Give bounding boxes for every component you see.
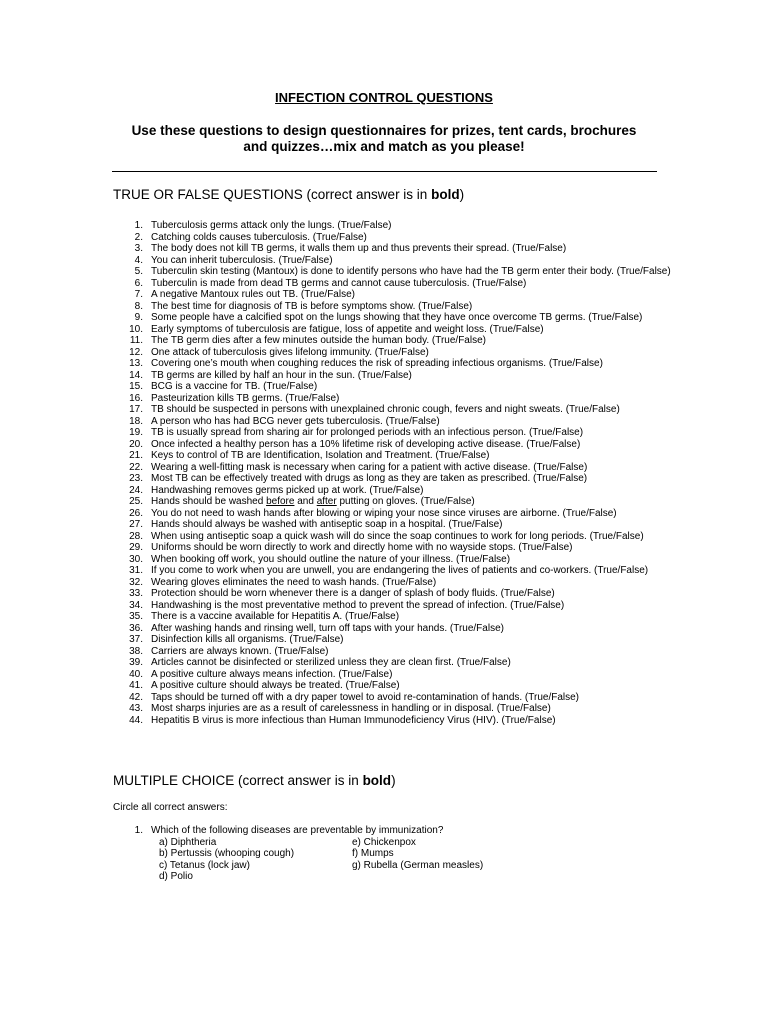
question-number: 2. [134,231,143,243]
true-false-heading [113,187,464,202]
question-number: 22. [129,461,143,473]
question-number: 17. [129,404,143,415]
question-item [113,646,673,658]
question-number: 7. [134,289,143,300]
question-text: Pasteurization kills TB germs. (True/False) [151,392,340,404]
question-number: 26. [129,507,143,519]
question-number: 5. [134,266,143,277]
question-item [113,715,673,727]
question-item [113,634,673,646]
question-number: 12. [129,346,143,358]
question-item [113,324,673,336]
question-item [113,669,673,681]
question-number: 18. [129,415,143,427]
question-item [113,439,673,451]
question-text: When using antiseptic soap a quick wash will do since the soap continues to work for long periods. (True/False) [151,530,644,542]
question-number: 31. [129,565,143,576]
question-text: BCG is a vaccine for TB. (True/False) [151,381,318,392]
multiple-choice-heading-prefix: MULTIPLE CHOICE (correct answer is in [113,773,363,788]
option-f: f) Mumps [352,848,394,859]
question-text: The best time for diagnosis of TB is before symptoms show. (True/False) [151,300,473,312]
question-text: Some people have a calcified spot on the lungs showing that they have once overcome TB germs. (True/False) [151,312,643,323]
option-row [159,871,673,883]
question-text: A person who has had BCG never gets tuberculosis. (True/False) [151,415,440,427]
question-item [113,680,673,692]
question-text: A negative Mantoux rules out TB. (True/False) [151,289,355,300]
option-b: b) Pertussis (whooping cough) [159,848,295,859]
answer-options [159,837,673,883]
question-text: A positive culture always means infection. (True/False) [151,668,393,680]
multiple-choice-heading-bold: bold [362,773,392,788]
page-subtitle [100,123,668,155]
question-number: 3. [134,243,143,254]
question-number: 9. [134,312,143,323]
question-number: 40. [129,668,143,680]
page-title: INFECTION CONTROL QUESTIONS [275,90,493,105]
question-item [113,243,673,255]
question-text: There is a vaccine available for Hepatitis A. (True/False) [151,611,400,622]
question-item [113,531,673,543]
question-number: 29. [129,542,143,553]
question-item [113,577,673,589]
question-number: 37. [129,634,143,645]
question-item [113,611,673,623]
question-item [113,588,673,600]
question-number: 25. [129,496,143,507]
question-number: 1. [134,220,143,231]
question-number: 44. [129,714,143,726]
option-e: e) Chickenpox [352,836,416,848]
question-item [113,232,673,244]
question-number: 33. [129,588,143,599]
option-row [159,837,673,849]
question-number: 30. [129,553,143,565]
question-item [113,312,673,324]
subtitle-line-1: Use these questions to design questionnaires for prizes, tent cards, brochures [131,123,637,138]
question-item [113,427,673,439]
question-text: Handwashing removes germs picked up at work. (True/False) [151,484,424,496]
question-text: Hands should be washed before and after putting on gloves. (True/False) [151,496,475,507]
question-number: 36. [129,622,143,634]
question-number: 39. [129,657,143,668]
option-row [159,860,673,872]
question-text: Catching colds causes tuberculosis. (True/False) [151,231,367,243]
question-number: 4. [134,254,143,266]
question-item [113,450,673,462]
question-text: Wearing a well-fitting mask is necessary when caring for a patient with active disease. (True/False) [151,461,588,473]
question-text: Early symptoms of tuberculosis are fatigue, loss of appetite and weight loss. (True/False) [151,323,544,335]
question-item [113,347,673,359]
question-text: Disinfection kills all organisms. (True/False) [151,634,344,645]
question-number: 43. [129,703,143,714]
question-item [113,370,673,382]
question-text: Most TB can be effectively treated with drugs as long as they are taken as prescribed. (True/False) [151,473,588,484]
question-item [113,473,673,485]
multiple-choice-instruction: Circle all correct answers: [113,802,228,813]
question-item [113,496,673,508]
question-number: 6. [134,277,143,289]
question-text: Wearing gloves eliminates the need to wash hands. (True/False) [151,576,437,588]
question-text: Tuberculin skin testing (Mantoux) is done to identify persons who have had the TB germ enter their body. (True/False) [151,266,671,277]
option-a: a) Diphtheria [159,836,217,848]
question-item [113,393,673,405]
question-item [113,565,673,577]
question-row [113,825,673,837]
question-number: 13. [129,358,143,369]
question-text: The body does not kill TB germs, it walls them up and thus prevents their spread. (True/False) [151,243,567,254]
question-number: 16. [129,392,143,404]
multiple-choice-heading-suffix: ) [391,773,396,788]
question-number: 35. [129,611,143,622]
question-item [113,301,673,313]
question-number: 14. [129,369,143,381]
question-text: Most sharps injuries are as a result of carelessness in handling or in disposal. (True/False) [151,703,551,714]
question-text: Taps should be turned off with a dry paper towel to avoid re-contamination of hands. (True/False) [151,691,580,703]
question-text: Hands should always be washed with antiseptic soap in a hospital. (True/False) [151,519,503,530]
question-item [113,266,673,278]
question-number: 23. [129,473,143,484]
question-number: 41. [129,680,143,691]
question-text: Carriers are always known. (True/False) [151,645,329,657]
question-text: Hepatitis B virus is more infectious than Human Immunodeficiency Virus (HIV). (True/False) [151,714,556,726]
question-number: 21. [129,450,143,461]
true-false-heading-prefix: TRUE OR FALSE QUESTIONS (correct answer is in [113,187,432,202]
question-text: A positive culture should always be treated. (True/False) [151,680,400,691]
question-item [113,289,673,301]
question-number: 8. [134,300,143,312]
question-number: 19. [129,427,143,438]
option-row [159,848,673,860]
question-text: You can inherit tuberculosis. (True/False) [151,254,333,266]
true-false-heading-suffix: ) [459,187,465,202]
true-false-heading-bold: bold [431,187,460,202]
question-number: 42. [129,691,143,703]
question-item [113,623,673,635]
horizontal-divider [112,171,657,172]
question-item [113,657,673,669]
question-item [113,508,673,520]
true-false-list [113,220,673,726]
question-text: When booking off work, you should outline the nature of your illness. (True/False) [151,553,511,565]
question-text: One attack of tuberculosis gives lifelong immunity. (True/False) [151,346,429,358]
option-c: c) Tetanus (lock jaw) [159,859,250,871]
question-text: After washing hands and rinsing well, turn off taps with your hands. (True/False) [151,622,504,634]
question-text: Protection should be worn whenever there is a danger of splash of body fluids. (True/False) [151,588,555,599]
option-d: d) Polio [159,871,193,882]
question-item [113,358,673,370]
question-text: TB should be suspected in persons with unexplained chronic cough, fevers and night sweats. (True/False) [151,404,620,415]
question-number: 34. [129,599,143,611]
question-text: TB is usually spread from sharing air for prolonged periods with an infectious person. (True/False) [151,427,584,438]
question-item [113,278,673,290]
question-item [113,255,673,267]
question-item [113,416,673,428]
question-text: Tuberculin is made from dead TB germs and cannot cause tuberculosis. (True/False) [151,277,527,289]
question-text: Articles cannot be disinfected or sterilized unless they are clean first. (True/False) [151,657,511,668]
question-text: Once infected a healthy person has a 10% lifetime risk of developing active disease. (True/False) [151,438,581,450]
question-item [113,519,673,531]
multiple-choice-heading [113,773,396,788]
subtitle-line-2: and quizzes…mix and match as you please! [243,139,525,154]
question-item [113,692,673,704]
question-item [113,600,673,612]
question-text: Tuberculosis germs attack only the lungs. (True/False) [151,220,392,231]
question-item [113,554,673,566]
multiple-choice-question [113,825,673,883]
question-number: 11. [129,335,143,346]
question-number: 38. [129,645,143,657]
question-item [113,703,673,715]
question-text: Keys to control of TB are Identification, Isolation and Treatment. (True/False) [151,450,490,461]
question-text: Uniforms should be worn directly to work and directly home with no wayside stops. (True/False) [151,542,573,553]
question-text: Handwashing is the most preventative method to prevent the spread of infection. (True/False) [151,599,565,611]
question-number: 1. [134,825,143,836]
question-number: 32. [129,576,143,588]
question-number: 15. [129,381,143,392]
question-text: The TB germ dies after a few minutes outside the human body. (True/False) [151,335,486,346]
question-item [113,381,673,393]
question-item [113,462,673,474]
question-item [113,404,673,416]
question-number: 20. [129,438,143,450]
question-number: 24. [129,484,143,496]
question-item [113,335,673,347]
question-text: You do not need to wash hands after blowing or wiping your nose since viruses are airborne. (True/False) [151,507,617,519]
question-text: TB germs are killed by half an hour in the sun. (True/False) [151,369,412,381]
question-number: 10. [129,323,143,335]
question-text: Which of the following diseases are preventable by immunization? [151,825,444,836]
question-text: Covering one’s mouth when coughing reduces the risk of spreading infectious organisms. (True/False) [151,358,603,369]
option-g: g) Rubella (German measles) [352,859,484,871]
question-item [113,542,673,554]
question-number: 28. [129,530,143,542]
question-item [113,220,673,232]
question-number: 27. [129,519,143,530]
question-item [113,485,673,497]
question-text: If you come to work when you are unwell, you are endangering the lives of patients and co-workers. (True/False) [151,565,649,576]
